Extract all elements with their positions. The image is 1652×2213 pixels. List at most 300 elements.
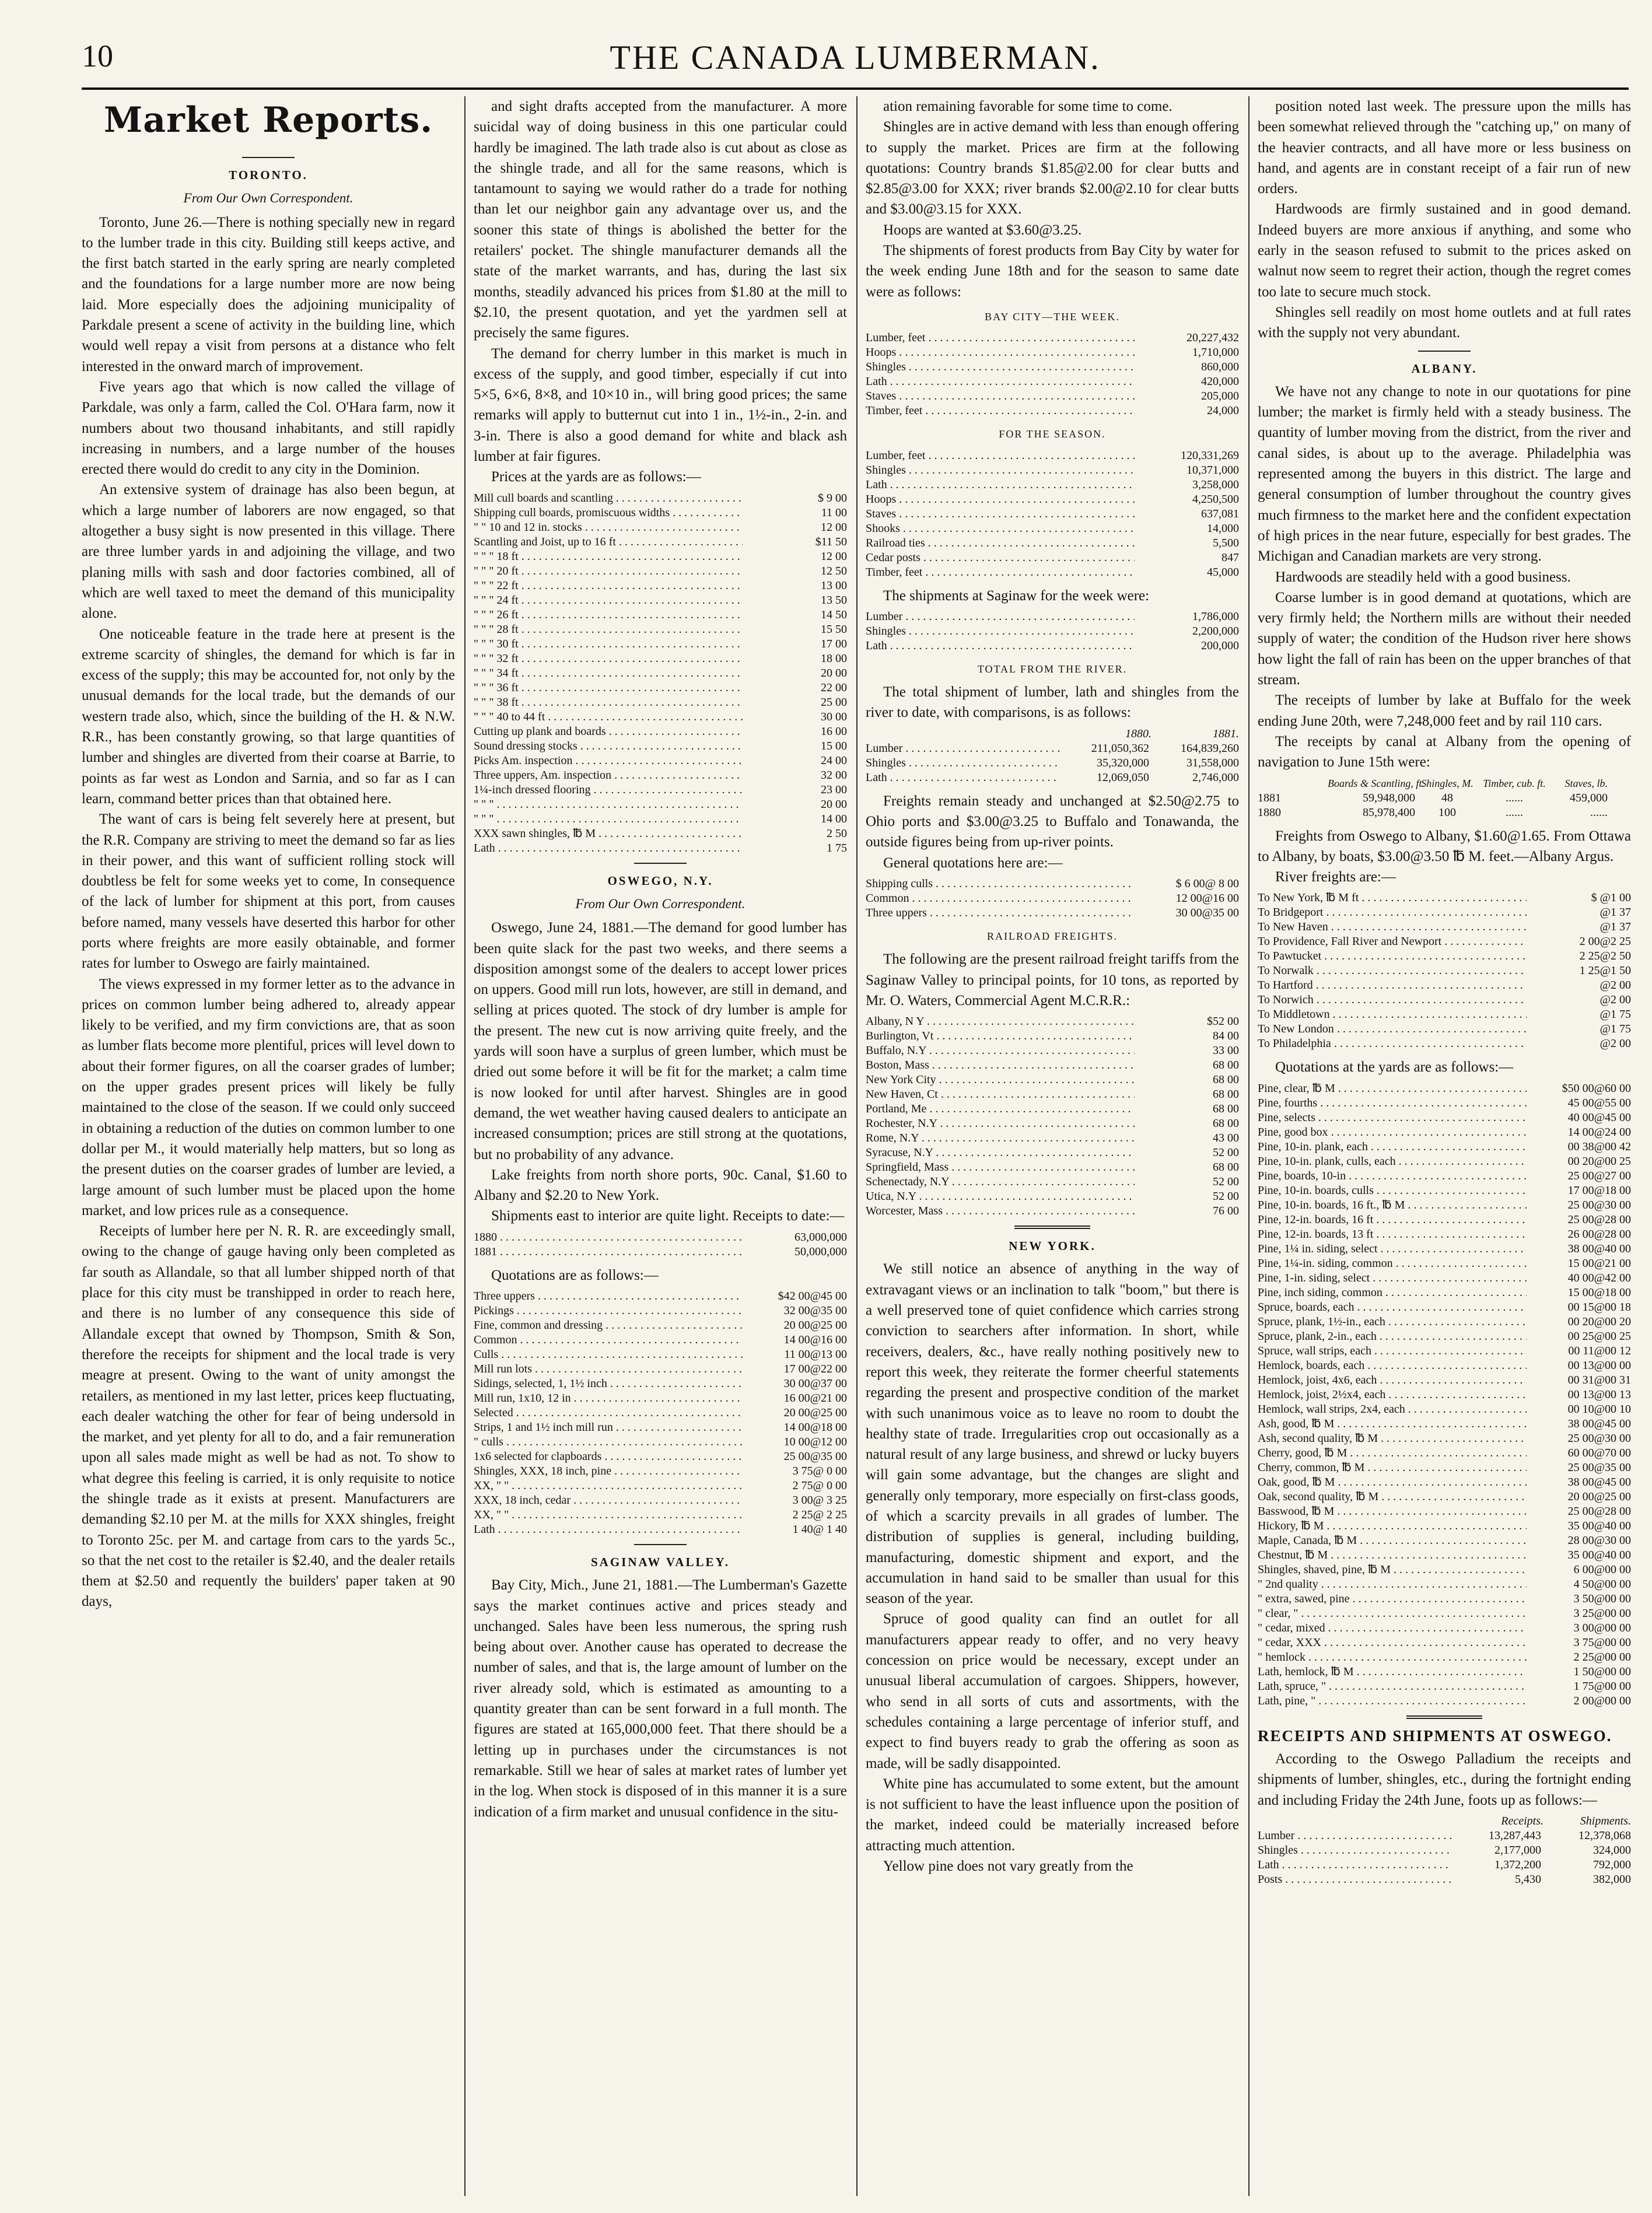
- row-value: 3,258,000: [1192, 478, 1239, 491]
- row-value: 1,710,000: [1192, 346, 1239, 359]
- row-value: 00 20@00 25: [1567, 1154, 1631, 1168]
- row-value: @1 37: [1600, 920, 1631, 934]
- row-value: 20 00@25 00: [783, 1318, 847, 1332]
- table-row: [1258, 1694, 1631, 1708]
- row-label: Worcester, Mass . . .: [866, 1204, 1135, 1218]
- row-value: 1 40@ 1 40: [792, 1522, 847, 1536]
- table-row: [1258, 1388, 1631, 1402]
- table-row: [474, 1362, 847, 1377]
- row-label: Shingles . . .: [866, 624, 1135, 639]
- paragraph: Hoops are wanted at $3.60@3.25.: [883, 222, 1082, 238]
- row-label: Pine, 1-in. siding, select . . .: [1258, 1271, 1527, 1286]
- table-row: [1258, 1096, 1631, 1111]
- table-row: [1258, 1183, 1631, 1198]
- price-table-toronto: [474, 491, 847, 856]
- paragraph: The demand for cherry lumber in this market is much in excess of the supply, and good timber, especially if cut into 5×5, 6×6, 8×8, and 10×10 in., will bring good prices; the same remarks will apply to butternut cut into 1 in., 1½-in., 2-in. and 3-in. There is also a good demand for white and black ash lumber at fair figures.: [474, 345, 847, 465]
- table-row: [866, 1146, 1239, 1160]
- row-label: Three uppers . . .: [866, 906, 1135, 920]
- row-value: 68 00: [1213, 1088, 1239, 1101]
- row-label: " " 10 and 12 in. stocks . . .: [474, 520, 743, 535]
- table-row: [866, 1044, 1239, 1058]
- row-value: @1 75: [1600, 1023, 1631, 1036]
- row-label: " " " 38 ft . . .: [474, 695, 743, 710]
- row-label: Lath . . .: [866, 639, 1135, 653]
- paragraph: Five years ago that which is now called the village of Parkdale, was only a farm, called the Col. O'Hara farm, now it numbers about two thousand inhabitants, and still rapidly increasing in numbers, and a large number of the houses erected there would do credit to any city in the Dominion.: [82, 379, 455, 478]
- price-table-oswego: [474, 1289, 847, 1537]
- row-value: @2 00: [1600, 979, 1631, 992]
- row-value: 20 00@25 00: [783, 1406, 847, 1419]
- row-value: 30 00: [821, 710, 847, 723]
- paragraph: Oswego, June 24, 1881.—The demand for good lumber has been quite slack for the past two weeks, and there seems a disposition amongst some of the dealers to accept lower prices on uppers. Good mill run lots, however, are still in demand, and selling at prices quoted. The stock of dry lumber is ample for the present. The new cut is now arriving quite freely, and the yards will soon have a surplus of green lumber, which must be dried out some before it will be fit for the market; a calm time is now looked for until after harvest. Shingles are in good demand, the wet weather having caused dealers to anticipate an increased consumption; prices are still strong at the quotations, but no probability of any advance.: [474, 920, 847, 1162]
- row-value: 33 00: [1213, 1044, 1239, 1058]
- table-row: [1258, 1022, 1631, 1037]
- row-value: 00 13@00 13: [1567, 1388, 1631, 1401]
- row-value: 40 00@45 00: [1567, 1111, 1631, 1124]
- table-row: [866, 1029, 1239, 1044]
- shipments-week-table: [866, 331, 1239, 418]
- row-label: Shooks . . .: [866, 521, 1135, 536]
- table-row: [474, 652, 847, 666]
- table-row: [474, 783, 847, 797]
- table-row: [866, 374, 1239, 389]
- row-value: 45,000: [1207, 565, 1239, 579]
- row-label: Pine, 12-in. boards, 16 ft . . .: [1258, 1213, 1527, 1227]
- table-row: [866, 449, 1239, 463]
- row-value: $42 00@45 00: [778, 1289, 847, 1302]
- row-value: 382,000: [1593, 1872, 1631, 1886]
- row-label: Strips, 1 and 1½ inch mill run . . .: [474, 1420, 743, 1435]
- table-row: [866, 389, 1239, 404]
- row-value: 20 00: [821, 797, 847, 811]
- row-label: Shingles, shaved, pine, ℔ M . . .: [1258, 1563, 1527, 1577]
- row-label: Lath . . .: [866, 771, 1059, 785]
- row-value: 4 50@00 00: [1573, 1577, 1631, 1591]
- yard-quotations-table: [1258, 1081, 1631, 1708]
- row-label: Rochester, N.Y . . .: [866, 1116, 1135, 1131]
- paragraph: White pine has accumulated to some extent, but the amount is not sufficient to have the least influence upon the position of the market, indeed could be materially increased before attracting much attention.: [866, 1776, 1239, 1854]
- row-value: 14 00@16 00: [783, 1333, 847, 1346]
- table-row: [474, 549, 847, 564]
- paragraph: Shipments east to interior are quite light. Receipts to date:—: [491, 1208, 845, 1224]
- row-label: Ash, good, ℔ M . . .: [1258, 1417, 1527, 1431]
- row-value: 5,430: [1515, 1872, 1541, 1886]
- row-value: 00 15@00 18: [1567, 1300, 1631, 1314]
- table-row: [866, 1131, 1239, 1146]
- table-row: [866, 610, 1239, 624]
- row-label: " " " 34 ft . . .: [474, 666, 743, 681]
- row-value: 40 00@42 00: [1567, 1271, 1631, 1284]
- table-row: [866, 463, 1239, 478]
- table-header-row: [866, 727, 1239, 741]
- table-row: [474, 506, 847, 520]
- row-label: 1881: [1258, 791, 1281, 804]
- row-value: 68 00: [1213, 1161, 1239, 1174]
- table-row: [1258, 1402, 1631, 1417]
- table-row: [866, 624, 1239, 639]
- table-row: [1258, 1533, 1631, 1548]
- row-value: 10,371,000: [1186, 463, 1239, 477]
- table-row: [474, 768, 847, 783]
- table-row: [1258, 1606, 1631, 1621]
- row-label: Cherry, common, ℔ M . . .: [1258, 1461, 1527, 1475]
- row-value: @1 37: [1600, 906, 1631, 919]
- column-2: [474, 96, 847, 2196]
- paragraph: position noted last week. The pressure upon the mills has been somewhat relieved through the "catching up," on many of the heavier contracts, and all have more or less business on hand, and agents are in constant receipt of a fair run of new orders.: [1258, 99, 1631, 197]
- paragraph: One noticeable feature in the trade here at present is the extreme scarcity of shingles, the demand for which is far in excess of the supply; this may be accounted for, not only by the unusual demands for the local trade, but the demands of our western trade also, which, since the building of the H. & N.W. R.R., has been constantly growing, so that large quantities of lumber and shingles are diverted from their coarse at Barrie, to points as far west as London and Sarnia, and so far as I can learn, command better prices than that obtained here.: [82, 626, 455, 807]
- row-label: Spruce, boards, each . . .: [1258, 1300, 1527, 1315]
- row-label: Staves . . .: [866, 389, 1135, 404]
- table-row: [474, 491, 847, 506]
- table-row: [474, 520, 847, 535]
- paragraph: Hardwoods are firmly sustained and in good demand. Indeed buyers are more anxious if anything, and some who early in the season refused to submit to the prices asked on walnut now seem to regret their action, though the regret comes too late to secure much stock.: [1258, 201, 1631, 300]
- paragraph: Receipts of lumber here per N. R. R. are exceedingly small, owing to the change of gauge having only been completed as far south as Allandale, so that all lumber shipped north of that place for this city must be transhipped in order to reach here, and there is no lumber of any consequence this side of Allandale except that owned by Thompson, Smith & Son, therefore the receipts for shipment and the local trade is very meagre at present. Owing to the want of unity amongst the retailers, as mentioned in my last letter, prices keep fluctuating, each dealer watching the other for fear of being undersold in the market, and yet plenty for all to do, and a fair remuneration upon all sales made might as well be had as not. To show to what degree this feeling is carried, it is only requisite to notice the shingle trade as it exists at present. Manufacturers are demanding $2.10 per M. at the mills for XXX shingles, freight to Toronto 25c. per M. and cartage from cars to the yards 5c., so that the net cost to the retailer is $2.40, and the dealer retails them at $2.50 and requently the builders' paper taken at 90 days,: [82, 1223, 455, 1610]
- table-row: [474, 797, 847, 812]
- table-row: [474, 841, 847, 856]
- row-value: 52 00: [1213, 1175, 1239, 1189]
- row-label: Lumber, feet . . .: [866, 449, 1135, 463]
- row-label: Culls . . .: [474, 1347, 743, 1362]
- row-value: 25 00@28 00: [1567, 1213, 1631, 1226]
- row-value: 1,372,200: [1494, 1858, 1541, 1871]
- row-label: Pine, selects . . .: [1258, 1111, 1527, 1125]
- table-row: [866, 741, 1239, 756]
- row-label: " extra, sawed, pine . . .: [1258, 1592, 1527, 1606]
- divider: [242, 157, 295, 158]
- table-row: [474, 535, 847, 549]
- row-label: Lath . . .: [866, 478, 1135, 492]
- table-row: [1258, 1037, 1631, 1051]
- table-row: [474, 1420, 847, 1435]
- row-value: ......: [1590, 806, 1608, 819]
- market-reports-masthead: Market Reports.: [103, 100, 433, 141]
- table-row: [474, 827, 847, 841]
- table-row: [866, 906, 1239, 920]
- row-label: Fine, common and dressing . . .: [474, 1318, 743, 1333]
- row-value: 847: [1222, 551, 1239, 564]
- row-label: " " " 28 ft . . .: [474, 622, 743, 637]
- row-label: 1¼-inch dressed flooring . . .: [474, 783, 743, 797]
- row-value: 32 00@35 00: [783, 1304, 847, 1317]
- row-label: Springfield, Mass . . .: [866, 1160, 1135, 1175]
- column-rule: [856, 96, 858, 2196]
- row-label: Lath, hemlock, ℔ M . . .: [1258, 1665, 1527, 1679]
- table-row: [1258, 1446, 1631, 1461]
- row-value: 00 25@00 25: [1567, 1329, 1631, 1343]
- row-value: 38 00@45 00: [1567, 1417, 1631, 1430]
- divider: [1406, 1715, 1482, 1719]
- row-value: 120,331,269: [1181, 449, 1239, 462]
- row-label: Lath, pine, " . . .: [1258, 1694, 1527, 1708]
- row-value: 1 75@00 00: [1573, 1679, 1631, 1693]
- row-label: Shipping culls . . .: [866, 877, 1135, 891]
- row-value: 2 75@ 0 00: [792, 1479, 847, 1492]
- row-label: Cutting up plank and boards . . .: [474, 724, 743, 739]
- row-label: Pine, 10-in. plank, each . . .: [1258, 1140, 1527, 1154]
- paragraph: The following are the present railroad freight tariffs from the Saginaw Valley to principal points, for 10 tons, as reported by Mr. O. Waters, Commercial Agent M.C.R.R.:: [866, 951, 1239, 1009]
- row-value: 50,000,000: [794, 1245, 847, 1258]
- table-row: [866, 331, 1239, 345]
- row-label: Lumber . . .: [866, 741, 1059, 756]
- divider: [1014, 1225, 1090, 1229]
- paragraph: and sight drafts accepted from the manufacturer. A more suicidal way of doing business in this one particular could hardly be imagined. The lath trade also is cut about as close as the shingle trade, and all for the same reasons, which is tantamount to saying we would rather do a trade for nothing than let our neighbor gain any advantage over us, and the sooner this state of things is abolished the better for the retailers' pocket. The shingle manufacturer demands all the state of the market warrants, and has, during the last six months, steadily advanced his prices from $1.80 at the mill to $2.10, the present quotation, and yet the yardmen sell at precisely the same figures.: [474, 99, 847, 341]
- row-label: Buffalo, N.Y . . .: [866, 1044, 1135, 1058]
- row-label: Cedar posts . . .: [866, 551, 1135, 565]
- row-label: Three uppers . . .: [474, 1289, 743, 1304]
- table-row: [474, 812, 847, 827]
- table-row: [1258, 1858, 1631, 1872]
- table-row: [1258, 1315, 1631, 1329]
- row-value: 860,000: [1201, 360, 1239, 374]
- column-rule: [1248, 96, 1250, 2196]
- byline: From Our Own Correspondent.: [575, 896, 746, 911]
- section-heading-new-york: NEW YORK.: [1009, 1239, 1096, 1253]
- paragraph: An extensive system of drainage has also been begun, at which a large number of laborers are now engaged, so that altogether a busy sight is now presented in this village. There are three lumber yards in and adjoining the village, and two planing mills with sash and door factories combined, all of which are well taxed to meet the demand of this municipality alone.: [82, 482, 455, 622]
- page-header: [82, 32, 1629, 90]
- row-label: Schenectady, N.Y . . .: [866, 1175, 1135, 1189]
- row-value: 211,050,362: [1091, 741, 1149, 755]
- paragraph: River freights are:—: [1275, 869, 1396, 885]
- section-heading-albany: ALBANY.: [1411, 361, 1478, 376]
- row-value: 24,000: [1207, 404, 1239, 418]
- row-label: Hickory, ℔ M . . .: [1258, 1519, 1527, 1533]
- row-label: Lath . . .: [866, 374, 1135, 389]
- table-row: [866, 1073, 1239, 1087]
- row-value: 1 75: [827, 841, 847, 855]
- row-label: " " " 26 ft . . .: [474, 608, 743, 622]
- column-header: Receipts.: [1501, 1814, 1544, 1827]
- paragraph: Hardwoods are steadily held with a good business.: [1275, 569, 1571, 585]
- saginaw-week-table: [866, 610, 1239, 653]
- row-value: 13 50: [821, 593, 847, 607]
- row-value: 100: [1438, 806, 1456, 819]
- row-value: ......: [1506, 806, 1523, 819]
- table-row: [1258, 1140, 1631, 1154]
- table-row: [866, 404, 1239, 418]
- row-value: 24 00: [821, 754, 847, 767]
- table-row: [1258, 1111, 1631, 1125]
- row-label: New Haven, Ct . . .: [866, 1087, 1135, 1102]
- table-row: [866, 891, 1239, 906]
- row-value: @2 00: [1600, 1037, 1631, 1051]
- row-label: Hemlock, joist, 2½x4, each . . .: [1258, 1388, 1527, 1402]
- table-row: [1258, 1504, 1631, 1519]
- table-row: [1258, 1373, 1631, 1388]
- section-heading-oswego: OSWEGO, N.Y.: [607, 873, 713, 888]
- row-label: Syracuse, N.Y . . .: [866, 1146, 1135, 1160]
- row-label: Mill run, 1x10, 12 in . . .: [474, 1391, 743, 1406]
- row-label: " 2nd quality . . .: [1258, 1577, 1527, 1592]
- paragraph: Quotations at the yards are as follows:—: [1275, 1059, 1514, 1076]
- canal-rows: [1258, 791, 1631, 820]
- row-label: To Providence, Fall River and Newport . . .: [1258, 934, 1527, 949]
- row-label: Pine, 10-in. plank, culls, each . . .: [1258, 1154, 1527, 1169]
- row-value: 85,978,400: [1363, 806, 1415, 819]
- row-label: Lath, spruce, " . . .: [1258, 1679, 1527, 1694]
- row-label: Spruce, wall strips, each . . .: [1258, 1344, 1527, 1358]
- table-row: [474, 608, 847, 622]
- row-label: Shingles . . .: [866, 360, 1135, 374]
- paragraph: Shingles sell readily on most home outlets and at full rates with the supply not very abundant.: [1258, 304, 1631, 341]
- row-value: 3 00@ 3 25: [792, 1493, 847, 1507]
- row-label: Lath . . .: [1258, 1858, 1451, 1872]
- row-value: 28 00@30 00: [1567, 1533, 1631, 1547]
- row-value: @2 00: [1600, 993, 1631, 1007]
- row-value: 32 00: [821, 768, 847, 782]
- table-row: [1258, 1829, 1631, 1843]
- row-value: 13 00: [821, 579, 847, 592]
- paragraph: General quotations here are:—: [883, 855, 1063, 871]
- shipments-season-table: [866, 449, 1239, 580]
- row-label: Sound dressing stocks . . .: [474, 739, 743, 754]
- table-row: [1258, 1636, 1631, 1650]
- table-row: [1258, 1592, 1631, 1606]
- row-label: Lath . . .: [474, 841, 743, 856]
- row-value: 35 00@40 00: [1567, 1548, 1631, 1561]
- table-row: [1258, 920, 1631, 934]
- river-freights-table: [1258, 891, 1631, 1051]
- row-value: 3 50@00 00: [1573, 1592, 1631, 1605]
- paragraph: The shipments of forest products from Bay City by water for the week ending June 18th and for the season to same date were as follows:: [866, 243, 1239, 300]
- row-label: XX, " " . . .: [474, 1479, 743, 1493]
- table-row: [866, 639, 1239, 653]
- paragraph: The total shipment of lumber, lath and shingles from the river to date, with comparisons, is as follows:: [866, 684, 1239, 721]
- row-label: Hoops . . .: [866, 492, 1135, 507]
- row-value: 25 00@27 00: [1567, 1169, 1631, 1182]
- row-label: Pine, fourths . . .: [1258, 1096, 1527, 1111]
- row-value: 00 20@00 20: [1567, 1315, 1631, 1328]
- row-label: Sidings, selected, 1, 1½ inch . . .: [474, 1377, 743, 1391]
- table-row: [866, 507, 1239, 521]
- column-3: [866, 96, 1239, 2196]
- divider: [634, 1544, 687, 1545]
- row-label: To New London . . .: [1258, 1022, 1527, 1037]
- row-label: Basswood, ℔ M . . .: [1258, 1504, 1527, 1519]
- paragraph: We still notice an absence of anything in the way of extravagant views or an inclination to talk "boom," but there is a well preserved tone of quiet confidence which carries strong conviction to searchers after information. In short, while receivers, dealers, &c., have really nothing positively new to report this week, they reiterate the former cheerful statements regarding the present and prospective condition of the market with such unanimous voice as to leave no room to doubt the healthy state of trade. Irregularities crop out occasionally as a natural result of any large business, and shrewd or lucky buyers will gain some advantage, but the changes are slight and generally only temporary, more especially on first-class goods, of which a scarcity prevails in all grades of lumber. The distribution of supplies is general, including building, manufacturing, domestic shipment and export, and the accumulation in hand said to be smaller than usual for this season of the year.: [866, 1261, 1239, 1607]
- row-value: 420,000: [1201, 375, 1239, 388]
- row-value: 12 00@16 00: [1175, 891, 1239, 905]
- row-label: Ash, second quality, ℔ M . . .: [1258, 1431, 1527, 1446]
- row-value: 38 00@45 00: [1567, 1475, 1631, 1489]
- row-label: XX, " " . . .: [474, 1508, 743, 1522]
- row-value: 00 31@00 31: [1567, 1373, 1631, 1386]
- row-value: 17 00: [821, 637, 847, 650]
- table-row: [474, 681, 847, 695]
- table-row: [1258, 1621, 1631, 1636]
- row-value: 52 00: [1213, 1146, 1239, 1160]
- paragraph: The views expressed in my former letter as to the advance in prices on common lumber being adhered to, already appear likely to be verified, and my firm convictions are, that as soon as lumber flats become more plentiful, prices will level down to about their former figures, on all the coarser grades of lumber; on the upper grades present prices will likely be fully maintained to the close of the season. If we could only succeed in obtaining a reduction of the duties on common lumber to one dollar per M., it would materially help matters, but so long as the present duties on the coarser grades of lumber are levied, a large amount of such lumber must be placed upon the home market, and low prices rule as a consequence.: [82, 976, 455, 1218]
- table-row: [474, 1435, 847, 1449]
- divider: [1418, 351, 1471, 352]
- row-value: 22 00: [821, 681, 847, 694]
- table-row: [1258, 1577, 1631, 1592]
- table-heading: FOR THE SEASON.: [999, 428, 1106, 440]
- row-value: 68 00: [1213, 1102, 1239, 1116]
- row-label: XXX sawn shingles, ℔ M . . .: [474, 827, 743, 841]
- row-label: Portland, Me . . .: [866, 1102, 1135, 1116]
- row-value: 12,378,068: [1578, 1829, 1631, 1842]
- row-value: 15 00: [821, 739, 847, 752]
- row-label: 1x6 selected for clapboards . . .: [474, 1449, 743, 1464]
- table-row: [866, 756, 1239, 771]
- column-header: Shipments.: [1580, 1814, 1631, 1827]
- row-label: " " " 18 ft . . .: [474, 549, 743, 564]
- row-label: Timber, feet . . .: [866, 565, 1135, 580]
- table-row: [866, 771, 1239, 785]
- row-value: 00 38@00 42: [1567, 1140, 1631, 1153]
- railroad-freights-table: [866, 1014, 1239, 1218]
- table-row: [1258, 1461, 1631, 1475]
- paragraph: The shipments at Saginaw for the week were:: [883, 587, 1150, 604]
- table-row: [474, 1391, 847, 1406]
- table-row: [1258, 1198, 1631, 1213]
- row-value: 43 00: [1213, 1132, 1239, 1145]
- table-row: [1258, 1344, 1631, 1358]
- row-label: Albany, N Y . . .: [866, 1014, 1135, 1029]
- row-label: " clear, " . . .: [1258, 1606, 1527, 1621]
- table-row: [866, 1175, 1239, 1189]
- row-label: Chestnut, ℔ M . . .: [1258, 1548, 1527, 1563]
- paragraph: Prices at the yards are as follows:—: [491, 469, 701, 485]
- row-value: $50 00@60 00: [1562, 1081, 1631, 1095]
- row-value: 6 00@00 00: [1573, 1563, 1631, 1576]
- row-value: 35,320,000: [1097, 756, 1149, 769]
- table-row: [1258, 1007, 1631, 1022]
- row-label: To Pawtucket . . .: [1258, 949, 1527, 964]
- row-value: @1 75: [1600, 1008, 1631, 1021]
- table-row: [474, 1333, 847, 1347]
- row-label: To New York, ℔ M ft . . .: [1258, 891, 1527, 905]
- section-heading-oswego-receipts: RECEIPTS AND SHIPMENTS AT OSWEGO.: [1258, 1727, 1612, 1745]
- row-label: Three uppers, Am. inspection . . .: [474, 768, 743, 783]
- table-row: [1258, 978, 1631, 993]
- row-label: Picks Am. inspection . . .: [474, 754, 743, 768]
- row-value: 1 25@1 50: [1579, 964, 1631, 978]
- column-1: [82, 96, 455, 2196]
- row-label: Posts . . .: [1258, 1872, 1451, 1887]
- row-label: " " " 32 ft . . .: [474, 652, 743, 666]
- row-value: 15 50: [821, 622, 847, 636]
- row-value: 23 00: [821, 783, 847, 796]
- row-value: 84 00: [1213, 1030, 1239, 1043]
- table-row: [866, 1160, 1239, 1175]
- section-heading-saginaw: SAGINAW VALLEY.: [591, 1554, 730, 1569]
- row-value: 3 75@00 00: [1573, 1636, 1631, 1649]
- row-label: Oak, second quality, ℔ M . . .: [1258, 1490, 1527, 1504]
- row-value: 2 25@2 50: [1579, 950, 1631, 963]
- table-row: [474, 1479, 847, 1493]
- row-label: Boston, Mass . . .: [866, 1058, 1135, 1073]
- row-value: 13,287,443: [1489, 1829, 1541, 1842]
- row-label: Shingles . . .: [1258, 1843, 1451, 1858]
- row-value: 52 00: [1213, 1190, 1239, 1203]
- row-value: 792,000: [1593, 1858, 1631, 1871]
- row-value: 48: [1441, 791, 1453, 804]
- row-label: Pickings . . .: [474, 1304, 743, 1318]
- row-value: 25 00: [821, 695, 847, 709]
- paragraph: Spruce of good quality can find an outlet for all manufacturers appear ready to offer, and no very heavy concession on price would be necessary, except under an unusual liberal accumulation of cargoes. Shippers, however, who send in all sorts of cuts and assortments, with the schedules containing a large percentage of inferior stuff, and expect to find buyers ready to grab the offering as soon as made, will be sadly disappointed.: [866, 1611, 1239, 1771]
- column-header: 1881.: [1213, 727, 1239, 740]
- row-label: " cedar, mixed . . .: [1258, 1621, 1527, 1636]
- row-value: 2 25@ 2 25: [792, 1508, 847, 1521]
- column-header: Boards & Scantling, ft.: [1328, 777, 1424, 789]
- row-label: To Hartford . . .: [1258, 978, 1527, 993]
- row-value: 15 00@18 00: [1567, 1286, 1631, 1299]
- row-label: Shingles, XXX, 18 inch, pine . . .: [474, 1464, 743, 1479]
- row-label: Hemlock, boards, each . . .: [1258, 1358, 1527, 1373]
- table-row: [1258, 1665, 1631, 1679]
- table-row: [866, 1058, 1239, 1073]
- column-4: [1258, 96, 1631, 2196]
